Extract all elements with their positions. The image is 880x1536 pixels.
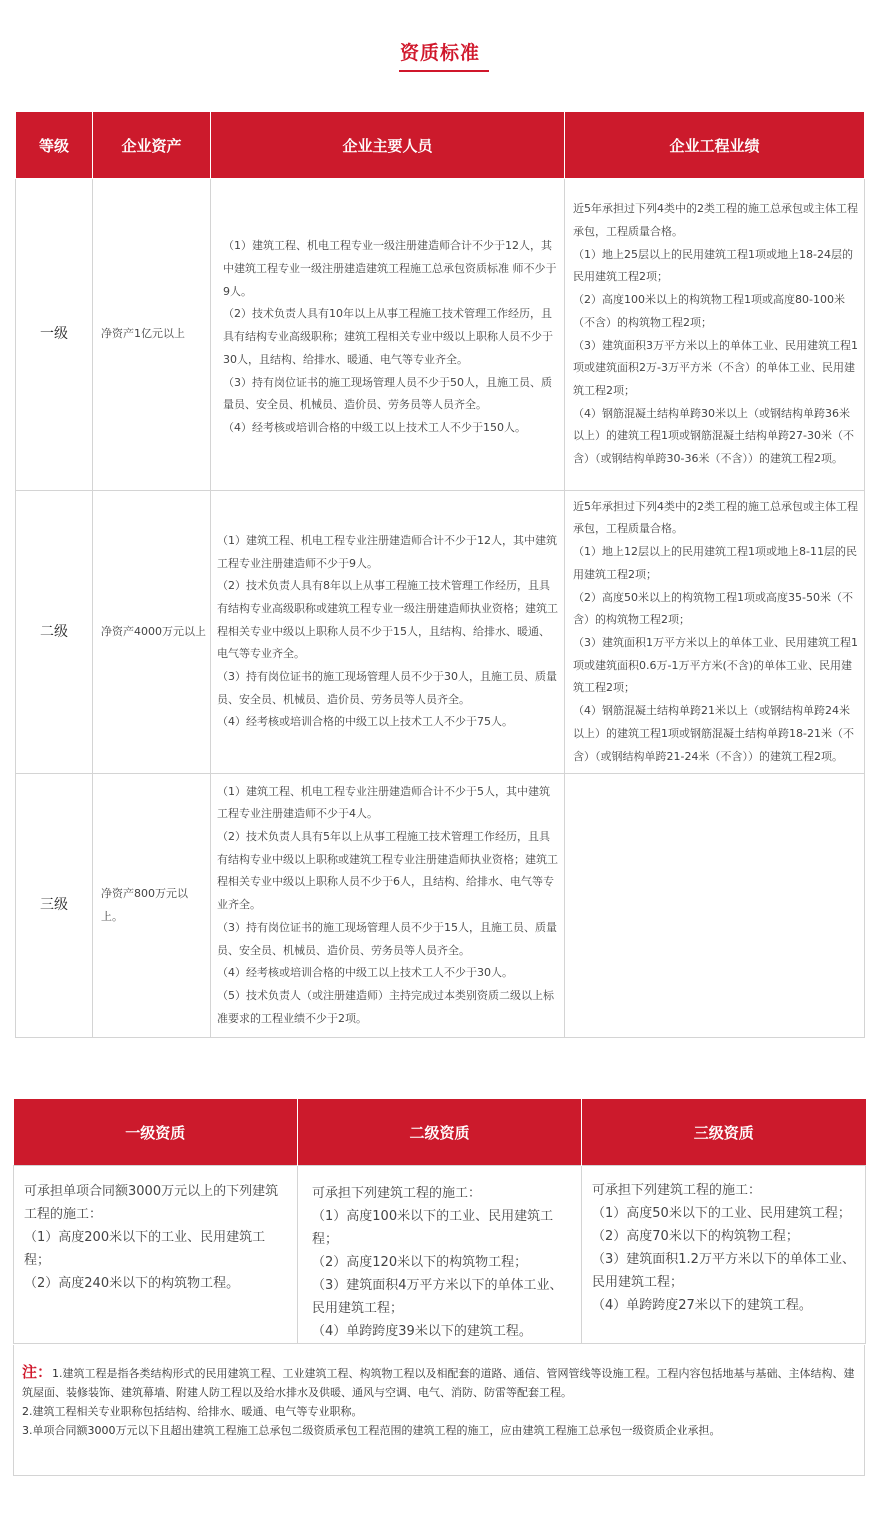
header-grade-3: 三级资质 [582, 1099, 866, 1166]
personnel-cell [211, 774, 565, 1038]
table-row [16, 179, 865, 491]
scope-item: 可承担下列建筑工程的施工： [592, 1183, 762, 1198]
personnel-item: （2）技术负责人具有5年以上从事工程施工技术管理工作经历，且具有结构专业中级以上职称或建筑工程专业注册建造师执业资格；建筑工程相关专业中级以上职称人员不少于6人，且结构、给排水、电气等专业齐全。 [217, 830, 558, 912]
header-grade-2: 二级资质 [298, 1099, 582, 1166]
notes-label: 注： [22, 1363, 53, 1381]
performance-item: 近5年承担过下列4类中的2类工程的施工总承包或主体工程承包，工程质量合格。 [573, 202, 858, 238]
personnel-item: （4）经考核或培训合格的中级工以上技术工人不少于75人。 [217, 715, 513, 729]
scope-item: （1）高度200米以下的工业、民用建筑工程； [24, 1230, 266, 1268]
scope-item: 可承担单项合同额3000万元以上的下列建筑工程的施工： [24, 1184, 279, 1222]
personnel-cell [211, 491, 565, 774]
notes-section [13, 1345, 865, 1476]
scope-cell-grade-3 [582, 1166, 866, 1344]
performance-item: （4）钢筋混凝土结构单跨21米以上（或钢结构单跨24米以上）的建筑工程1项或钢筋混凝土结构单跨18-21米（不含）（或钢结构单跨21-24米（不含））的建筑工程2项。 [573, 704, 854, 763]
note-text: 1.建筑工程是指各类结构形式的民用建筑工程、工业建筑工程、构筑物工程以及相配套的道路、通信、管网管线等设施工程。工程内容包括地基与基础、主体结构、建筑屋面、装修装饰、建筑幕墙、附建人防工程以及给水排水及供暖、通风与空调、电气、消防、防雷等配套工程。 [22, 1367, 855, 1399]
scope-row [14, 1166, 866, 1344]
performance-item: （1）地上25层以上的民用建筑工程1项或地上18-24层的民用建筑工程2项； [573, 247, 853, 284]
scope-item: （1）高度50米以下的工业、民用建筑工程； [592, 1206, 851, 1221]
performance-item: （2）高度50米以上的构筑物工程1项或高度35-50米（不含）的构筑物工程2项； [573, 590, 853, 627]
scope-item: （4）单跨跨度27米以下的建筑工程。 [592, 1298, 812, 1313]
note-item: 2.建筑工程相关专业职称包括结构、给排水、暖通、电气等专业职称。 [22, 1405, 363, 1418]
personnel-item: （1）建筑工程、机电工程专业注册建造师合计不少于12人，其中建筑工程专业注册建造师不少于9人。 [217, 533, 557, 570]
personnel-item: （3）持有岗位证书的施工现场管理人员不少于30人，且施工员、质量员、安全员、机械员、造价员、劳务员等人员齐全。 [217, 670, 557, 706]
scope-item: （1）高度100米以下的工业、民用建筑工程； [312, 1209, 554, 1247]
assets-cell: 净资产800万元以上。 [93, 774, 211, 1038]
performance-item: （4）钢筋混凝土结构单跨30米以上（或钢结构单跨36米以上）的建筑工程1项或钢筋混凝土结构单跨27-30米（不含）（或钢结构单跨30-36米（不含））的建筑工程2项。 [573, 406, 854, 466]
scope-item: （3）建筑面积1.2万平方米以下的单体工业、民用建筑工程； [592, 1252, 855, 1290]
personnel-item: （5）技术负责人（或注册建造师）主持完成过本类别资质二级以上标准要求的工程业绩不少于2项。 [217, 988, 554, 1025]
scope-item: （2）高度120米以下的构筑物工程； [312, 1255, 528, 1270]
table-row [16, 774, 865, 1038]
scope-item: （3）建筑面积4万平方米以下的单体工业、民用建筑工程； [312, 1278, 563, 1316]
table-row [16, 491, 865, 774]
note-item: 3.单项合同额3000万元以下且超出建筑工程施工总承包二级资质承包工程范围的建筑工程的施工，应由建筑工程施工总承包一级资质企业承担。 [22, 1424, 721, 1437]
scope-cell-grade-1 [14, 1166, 298, 1344]
personnel-item: （4）经考核或培训合格的中级工以上技术工人不少于30人。 [217, 966, 513, 980]
level-cell: 一级 [16, 179, 93, 491]
level-cell: 二级 [16, 491, 93, 774]
personnel-item: （1）建筑工程、机电工程专业一级注册建造师合计不少于12人，其中建筑工程专业一级注册建造建筑工程施工总承包资质标准 师不少于9人。 [223, 239, 557, 298]
note-item [22, 1363, 855, 1399]
personnel-item: （4）经考核或培训合格的中级工以上技术工人不少于150人。 [223, 420, 526, 434]
level-cell: 三级 [16, 774, 93, 1038]
performance-cell-empty [565, 774, 865, 1038]
title-underline [399, 70, 489, 72]
personnel-item: （3）持有岗位证书的施工现场管理人员不少于50人，且施工员、质量员、安全员、机械员、造价员、劳务员等人员齐全。 [223, 375, 552, 412]
scope-cell-grade-2 [298, 1166, 582, 1344]
scope-item: （4）单跨跨度39米以下的建筑工程。 [312, 1324, 532, 1339]
header-assets: 企业资产 [93, 112, 211, 179]
performance-item: （3）建筑面积3万平方米以上的单体工业、民用建筑工程1项或建筑面积2万-3万平方米（不含）的单体工业、民用建筑工程2项； [573, 338, 858, 397]
qualification-standard-table [15, 111, 865, 1038]
performance-item: （2）高度100米以上的构筑物工程1项或高度80-100米（不含）的构筑物工程2项； [573, 293, 845, 329]
table-header-row [16, 112, 865, 179]
header-personnel: 企业主要人员 [211, 112, 565, 179]
personnel-item: （2）技术负责人具有10年以上从事工程施工技术管理工作经历，且具有结构专业高级职称；建筑工程相关专业中级以上职称人员不少于30人，且结构、给排水、暖通、电气等专业齐全。 [223, 307, 553, 366]
scope-item: （2）高度240米以下的构筑物工程。 [24, 1276, 240, 1291]
assets-cell: 净资产1亿元以上 [93, 179, 211, 491]
personnel-cell [211, 179, 565, 491]
personnel-item: （1）建筑工程、机电工程专业注册建造师合计不少于5人，其中建筑工程专业注册建造师不少于4人。 [217, 784, 550, 821]
performance-item: 近5年承担过下列4类中的2类工程的施工总承包或主体工程承包，工程质量合格。 [573, 499, 858, 536]
personnel-item: （2）技术负责人具有8年以上从事工程施工技术管理工作经历，且具有结构专业高级职称或建筑工程专业一级注册建造师执业资格；建筑工程相关专业中级以上职称人员不少于15人，且结构、给排水、暖通、电气等专业齐全。 [217, 579, 558, 661]
page-title: 资质标准 [399, 42, 480, 64]
contracting-scope-table [13, 1099, 866, 1344]
header-performance: 企业工程业绩 [565, 112, 865, 179]
assets-cell: 净资产4000万元以上 [93, 491, 211, 774]
scope-header-row [14, 1099, 866, 1166]
performance-cell [565, 179, 865, 491]
header-level: 等级 [16, 112, 93, 179]
performance-item: （1）地上12层以上的民用建筑工程1项或地上8-11层的民用建筑工程2项； [573, 545, 857, 581]
performance-cell [565, 491, 865, 774]
personnel-item: （3）持有岗位证书的施工现场管理人员不少于15人，且施工员、质量员、安全员、机械员、造价员、劳务员等人员齐全。 [217, 920, 557, 957]
scope-item: 可承担下列建筑工程的施工： [312, 1186, 482, 1201]
scope-item: （2）高度70米以下的构筑物工程； [592, 1229, 799, 1244]
performance-item: （3）建筑面积1万平方米以上的单体工业、民用建筑工程1项或建筑面积0.6万-1万平方米(不含)的单体工业、民用建筑工程2项； [573, 636, 858, 695]
header-grade-1: 一级资质 [14, 1099, 298, 1166]
